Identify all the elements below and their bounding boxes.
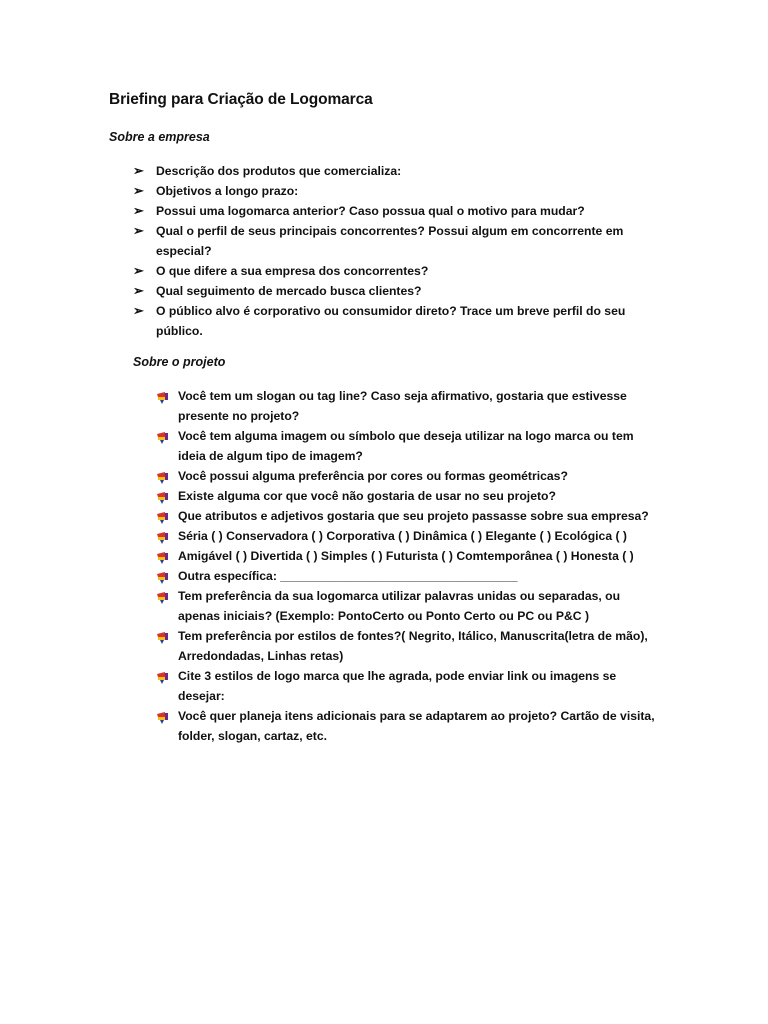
- list-item: [155, 506, 660, 526]
- projeto-question-list: [155, 386, 660, 746]
- list-item-text: Tem preferência da sua logomarca utilizar palavras unidas ou separadas, ou apenas iniciais? (Exemplo: PontoCerto ou Ponto Certo ou PC ou P&C ): [178, 589, 621, 623]
- list-item: [155, 466, 660, 486]
- pushpin-bullet-icon: [156, 530, 170, 543]
- pushpin-bullet-icon: [156, 590, 170, 603]
- list-item-text: Você tem alguma imagem ou símbolo que deseja utilizar na logo marca ou tem ideia de algum tipo de imagem?: [178, 429, 634, 463]
- pushpin-bullet-icon: [156, 510, 170, 523]
- arrowhead-bullet-icon: ➢: [133, 183, 144, 198]
- section-heading-projeto: Sobre o projeto: [133, 355, 226, 369]
- pushpin-bullet-icon: [156, 390, 170, 403]
- arrowhead-bullet-icon: ➢: [133, 263, 144, 278]
- list-item: [155, 526, 660, 546]
- list-item: [155, 486, 660, 506]
- list-item: [155, 386, 660, 426]
- list-item-text: Descrição dos produtos que comercializa:: [156, 164, 402, 178]
- list-item-text: Séria ( ) Conservadora ( ) Corporativa ( ) Dinâmica ( ) Elegante ( ) Ecológica ( ): [178, 529, 627, 543]
- list-item: [155, 546, 660, 566]
- list-item-text: Você possui alguma preferência por cores ou formas geométricas?: [178, 469, 568, 483]
- pushpin-bullet-icon: [156, 630, 170, 643]
- list-item: [155, 426, 660, 466]
- list-item-text: O público alvo é corporativo ou consumidor direto? Trace um breve perfil do seu público.: [156, 304, 626, 338]
- list-item-text: Existe alguma cor que você não gostaria de usar no seu projeto?: [178, 489, 556, 503]
- list-item-text: Qual o perfil de seus principais concorrentes? Possui algum em concorrente em especial?: [156, 224, 624, 258]
- arrowhead-bullet-icon: ➢: [133, 223, 144, 238]
- list-item-text: O que difere a sua empresa dos concorrentes?: [156, 264, 429, 278]
- pushpin-bullet-icon: [156, 470, 170, 483]
- list-item: [155, 586, 660, 626]
- list-item: [133, 281, 633, 301]
- list-item-text: Tem preferência por estilos de fontes?( Negrito, Itálico, Manuscrita(letra de mão), Arredondadas, Linhas retas): [178, 629, 648, 663]
- list-item: [133, 261, 633, 281]
- list-item: [133, 221, 633, 261]
- list-item: [133, 301, 633, 341]
- arrowhead-bullet-icon: ➢: [133, 163, 144, 178]
- list-item-text: Qual seguimento de mercado busca clientes?: [156, 284, 422, 298]
- list-item-text: Amigável ( ) Divertida ( ) Simples ( ) Futurista ( ) Comtemporânea ( ) Honesta ( ): [178, 549, 634, 563]
- pushpin-bullet-icon: [156, 550, 170, 563]
- pushpin-bullet-icon: [156, 570, 170, 583]
- list-item-text: Que atributos e adjetivos gostaria que seu projeto passasse sobre sua empresa?: [178, 509, 649, 523]
- list-item-text: Outra específica: ___________________________________: [178, 569, 518, 583]
- section-heading-empresa: Sobre a empresa: [109, 130, 210, 144]
- pushpin-bullet-icon: [156, 430, 170, 443]
- list-item-text: Você quer planeja itens adicionais para se adaptarem ao projeto? Cartão de visita, folder, slogan, cartaz, etc.: [178, 709, 655, 743]
- list-item-text: Objetivos a longo prazo:: [156, 184, 299, 198]
- pushpin-bullet-icon: [156, 490, 170, 503]
- pushpin-bullet-icon: [156, 670, 170, 683]
- arrowhead-bullet-icon: ➢: [133, 303, 144, 318]
- list-item: [133, 181, 633, 201]
- empresa-question-list: [133, 161, 633, 341]
- list-item: [155, 566, 660, 586]
- pushpin-bullet-icon: [156, 710, 170, 723]
- list-item: [155, 706, 660, 746]
- document-title: Briefing para Criação de Logomarca: [109, 91, 373, 108]
- list-item: [155, 626, 660, 666]
- arrowhead-bullet-icon: ➢: [133, 203, 144, 218]
- list-item: [133, 201, 633, 221]
- list-item: [155, 666, 660, 706]
- list-item: [133, 161, 633, 181]
- list-item-text: Você tem um slogan ou tag line? Caso seja afirmativo, gostaria que estivesse presente no projeto?: [178, 389, 627, 423]
- list-item-text: Cite 3 estilos de logo marca que lhe agrada, pode enviar link ou imagens se desejar:: [178, 669, 617, 703]
- list-item-text: Possui uma logomarca anterior? Caso possua qual o motivo para mudar?: [156, 204, 585, 218]
- arrowhead-bullet-icon: ➢: [133, 283, 144, 298]
